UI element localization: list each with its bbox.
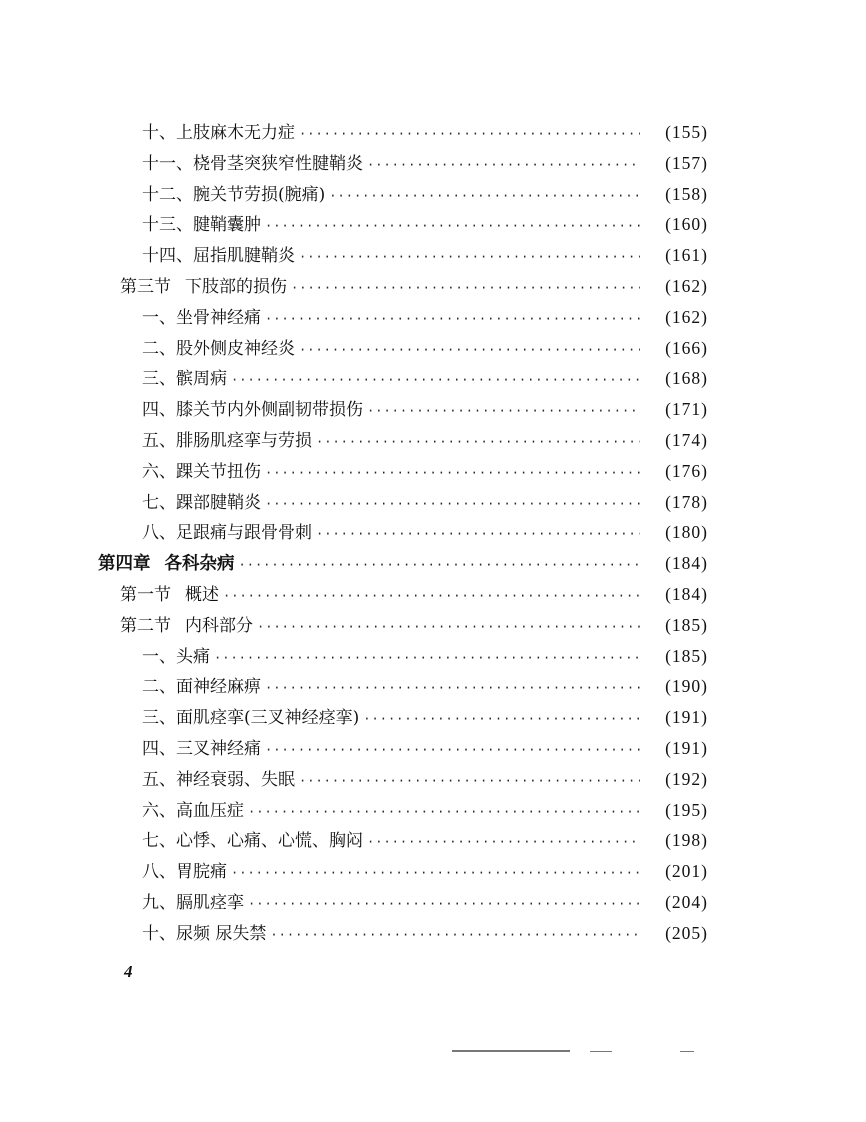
toc-dot-leader xyxy=(265,304,640,335)
scan-artifact-line xyxy=(680,1051,694,1052)
toc-entry-number: 三、 xyxy=(142,708,176,729)
toc-entry xyxy=(98,856,708,887)
toc-entry-number: 七、 xyxy=(142,831,176,852)
toc-dot-leader xyxy=(299,119,640,150)
toc-entry-page: (185) xyxy=(665,614,708,635)
toc-entry-page: (180) xyxy=(665,522,708,543)
toc-entry xyxy=(98,641,708,672)
toc-dot-leader xyxy=(265,211,640,242)
toc-entry-title: 高血压症 xyxy=(176,800,244,821)
toc-entry-title: 腓肠肌痉挛与劳损 xyxy=(176,430,312,451)
toc-dot-leader xyxy=(367,396,640,427)
toc-entry xyxy=(98,702,708,733)
toc-entry-number: 十四、 xyxy=(142,246,193,267)
toc-entry xyxy=(98,425,708,456)
toc-entry-title: 心悸、心痛、心慌、胸闷 xyxy=(176,831,363,852)
toc-entry-page: (184) xyxy=(665,553,708,574)
toc-entry xyxy=(98,117,708,148)
toc-entry-number: 十、 xyxy=(142,923,176,944)
toc-entry xyxy=(98,825,708,856)
toc-entry-title: 胃脘痛 xyxy=(176,862,227,883)
toc-entry xyxy=(98,148,708,179)
toc-entry-page: (191) xyxy=(665,737,708,758)
toc-dot-leader xyxy=(257,612,640,643)
toc-dot-leader xyxy=(316,427,640,458)
toc-entry-page: (192) xyxy=(665,768,708,789)
toc-entry-page: (204) xyxy=(665,891,708,912)
toc-entry-number: 三、 xyxy=(142,369,176,390)
toc-entry-number: 十二、 xyxy=(142,184,193,205)
toc-entry-title: 髌周病 xyxy=(176,369,227,390)
toc-dot-leader xyxy=(265,458,640,489)
toc-entry-page: (161) xyxy=(665,245,708,266)
toc-dot-leader xyxy=(248,889,640,920)
toc-entry-title: 足跟痛与跟骨骨刺 xyxy=(176,523,312,544)
toc-dot-leader xyxy=(329,181,640,212)
toc-entry-number: 十一、 xyxy=(142,153,193,174)
toc-entry xyxy=(98,487,708,518)
table-of-contents xyxy=(98,117,708,949)
toc-entry-page: (178) xyxy=(665,491,708,512)
toc-entry-page: (162) xyxy=(665,275,708,296)
toc-entry-page: (162) xyxy=(665,306,708,327)
toc-entry xyxy=(98,671,708,702)
toc-entry-page: (191) xyxy=(665,707,708,728)
toc-dot-leader xyxy=(363,704,640,735)
toc-dot-leader xyxy=(239,550,641,581)
toc-entry xyxy=(98,795,708,826)
toc-entry-page: (205) xyxy=(665,922,708,943)
toc-entry xyxy=(98,363,708,394)
toc-entry xyxy=(98,302,708,333)
toc-entry-title: 面神经麻痹 xyxy=(176,677,261,698)
toc-entry-title: 桡骨茎突狭窄性腱鞘炎 xyxy=(193,153,363,174)
toc-entry-title: 屈指肌腱鞘炎 xyxy=(193,246,295,267)
toc-dot-leader xyxy=(248,797,640,828)
toc-entry-number: 八、 xyxy=(142,523,176,544)
toc-dot-leader xyxy=(265,673,640,704)
toc-entry-page: (184) xyxy=(665,583,708,604)
toc-dot-leader xyxy=(299,242,640,273)
toc-entry-title: 股外侧皮神经炎 xyxy=(176,338,295,359)
toc-entry-title: 尿频 尿失禁 xyxy=(176,923,267,944)
toc-entry-number: 七、 xyxy=(142,492,176,513)
toc-entry-number: 九、 xyxy=(142,892,176,913)
toc-dot-leader xyxy=(270,920,640,951)
toc-entry-number: 四、 xyxy=(142,400,176,421)
toc-entry-title: 下肢部的损伤 xyxy=(185,276,287,297)
toc-entry-title: 腱鞘囊肿 xyxy=(193,215,261,236)
toc-dot-leader xyxy=(291,273,640,304)
toc-entry-page: (201) xyxy=(665,861,708,882)
toc-entry-title: 概述 xyxy=(185,584,219,605)
toc-entry xyxy=(98,610,708,641)
toc-dot-leader xyxy=(223,581,640,612)
toc-entry-title: 踝部腱鞘炎 xyxy=(176,492,261,513)
toc-entry-number: 第三节 xyxy=(120,276,171,297)
toc-dot-leader xyxy=(299,335,640,366)
toc-entry-title: 膝关节内外侧副韧带损伤 xyxy=(176,400,363,421)
toc-entry-number: 十、 xyxy=(142,123,176,143)
scan-artifact-line xyxy=(590,1051,612,1052)
toc-entry-number: 四、 xyxy=(142,738,176,759)
toc-entry xyxy=(98,887,708,918)
toc-entry-page: (185) xyxy=(665,645,708,666)
toc-entry-page: (198) xyxy=(665,830,708,851)
toc-entry xyxy=(98,456,708,487)
toc-entry xyxy=(98,733,708,764)
toc-entry-number: 五、 xyxy=(142,430,176,451)
toc-entry xyxy=(98,918,708,949)
toc-entry-number: 六、 xyxy=(142,461,176,482)
toc-entry xyxy=(98,209,708,240)
toc-entry-title: 面肌痉挛(三叉神经痉挛) xyxy=(176,708,360,729)
toc-entry-number: 二、 xyxy=(142,677,176,698)
toc-dot-leader xyxy=(265,489,640,520)
toc-dot-leader xyxy=(299,766,640,797)
toc-dot-leader xyxy=(214,643,640,674)
toc-entry-number: 一、 xyxy=(142,307,176,328)
toc-entry xyxy=(98,333,708,364)
toc-entry-number: 八、 xyxy=(142,862,176,883)
toc-entry-number: 第一节 xyxy=(120,584,171,605)
toc-entry xyxy=(98,517,708,548)
toc-entry-number: 六、 xyxy=(142,800,176,821)
toc-entry-page: (171) xyxy=(665,399,708,420)
toc-entry-page: (176) xyxy=(665,460,708,481)
toc-entry-page: (157) xyxy=(665,152,708,173)
toc-entry-number: 第四章 xyxy=(98,554,151,575)
page-number: 4 xyxy=(124,962,133,981)
toc-dot-leader xyxy=(231,365,640,396)
toc-entry-title: 腕关节劳损(腕痛) xyxy=(193,184,326,205)
toc-entry xyxy=(98,579,708,610)
toc-entry-title: 神经衰弱、失眠 xyxy=(176,769,295,790)
toc-entry xyxy=(98,548,708,579)
toc-entry-title: 三叉神经痛 xyxy=(176,738,261,759)
toc-entry-page: (168) xyxy=(665,368,708,389)
toc-entry xyxy=(98,240,708,271)
toc-entry-number: 十三、 xyxy=(142,215,193,236)
toc-entry-title: 膈肌痉挛 xyxy=(176,892,244,913)
toc-entry xyxy=(98,764,708,795)
toc-entry-page: (158) xyxy=(665,183,708,204)
toc-entry-number: 五、 xyxy=(142,769,176,790)
scan-artifact-line xyxy=(452,1050,570,1052)
toc-entry xyxy=(98,271,708,302)
toc-entry-page: (174) xyxy=(665,429,708,450)
toc-entry-title: 内科部分 xyxy=(185,615,253,636)
toc-entry-title: 坐骨神经痛 xyxy=(176,307,261,328)
toc-dot-leader xyxy=(316,519,640,550)
toc-entry-page: (160) xyxy=(665,214,708,235)
toc-entry-page: (190) xyxy=(665,676,708,697)
toc-entry-page: (195) xyxy=(665,799,708,820)
toc-entry-page: (155) xyxy=(665,122,708,142)
toc-entry xyxy=(98,179,708,210)
toc-entry-title: 头痛 xyxy=(176,646,210,667)
toc-entry-title: 各科杂病 xyxy=(164,554,235,575)
toc-entry-title: 上肢麻木无力症 xyxy=(176,123,295,143)
toc-dot-leader xyxy=(231,858,640,889)
toc-entry xyxy=(98,394,708,425)
toc-entry-number: 一、 xyxy=(142,646,176,667)
toc-entry-number: 二、 xyxy=(142,338,176,359)
toc-dot-leader xyxy=(265,735,640,766)
toc-dot-leader xyxy=(367,150,640,181)
toc-entry-title: 踝关节扭伤 xyxy=(176,461,261,482)
toc-dot-leader xyxy=(367,827,640,858)
toc-entry-number: 第二节 xyxy=(120,615,171,636)
toc-entry-page: (166) xyxy=(665,337,708,358)
